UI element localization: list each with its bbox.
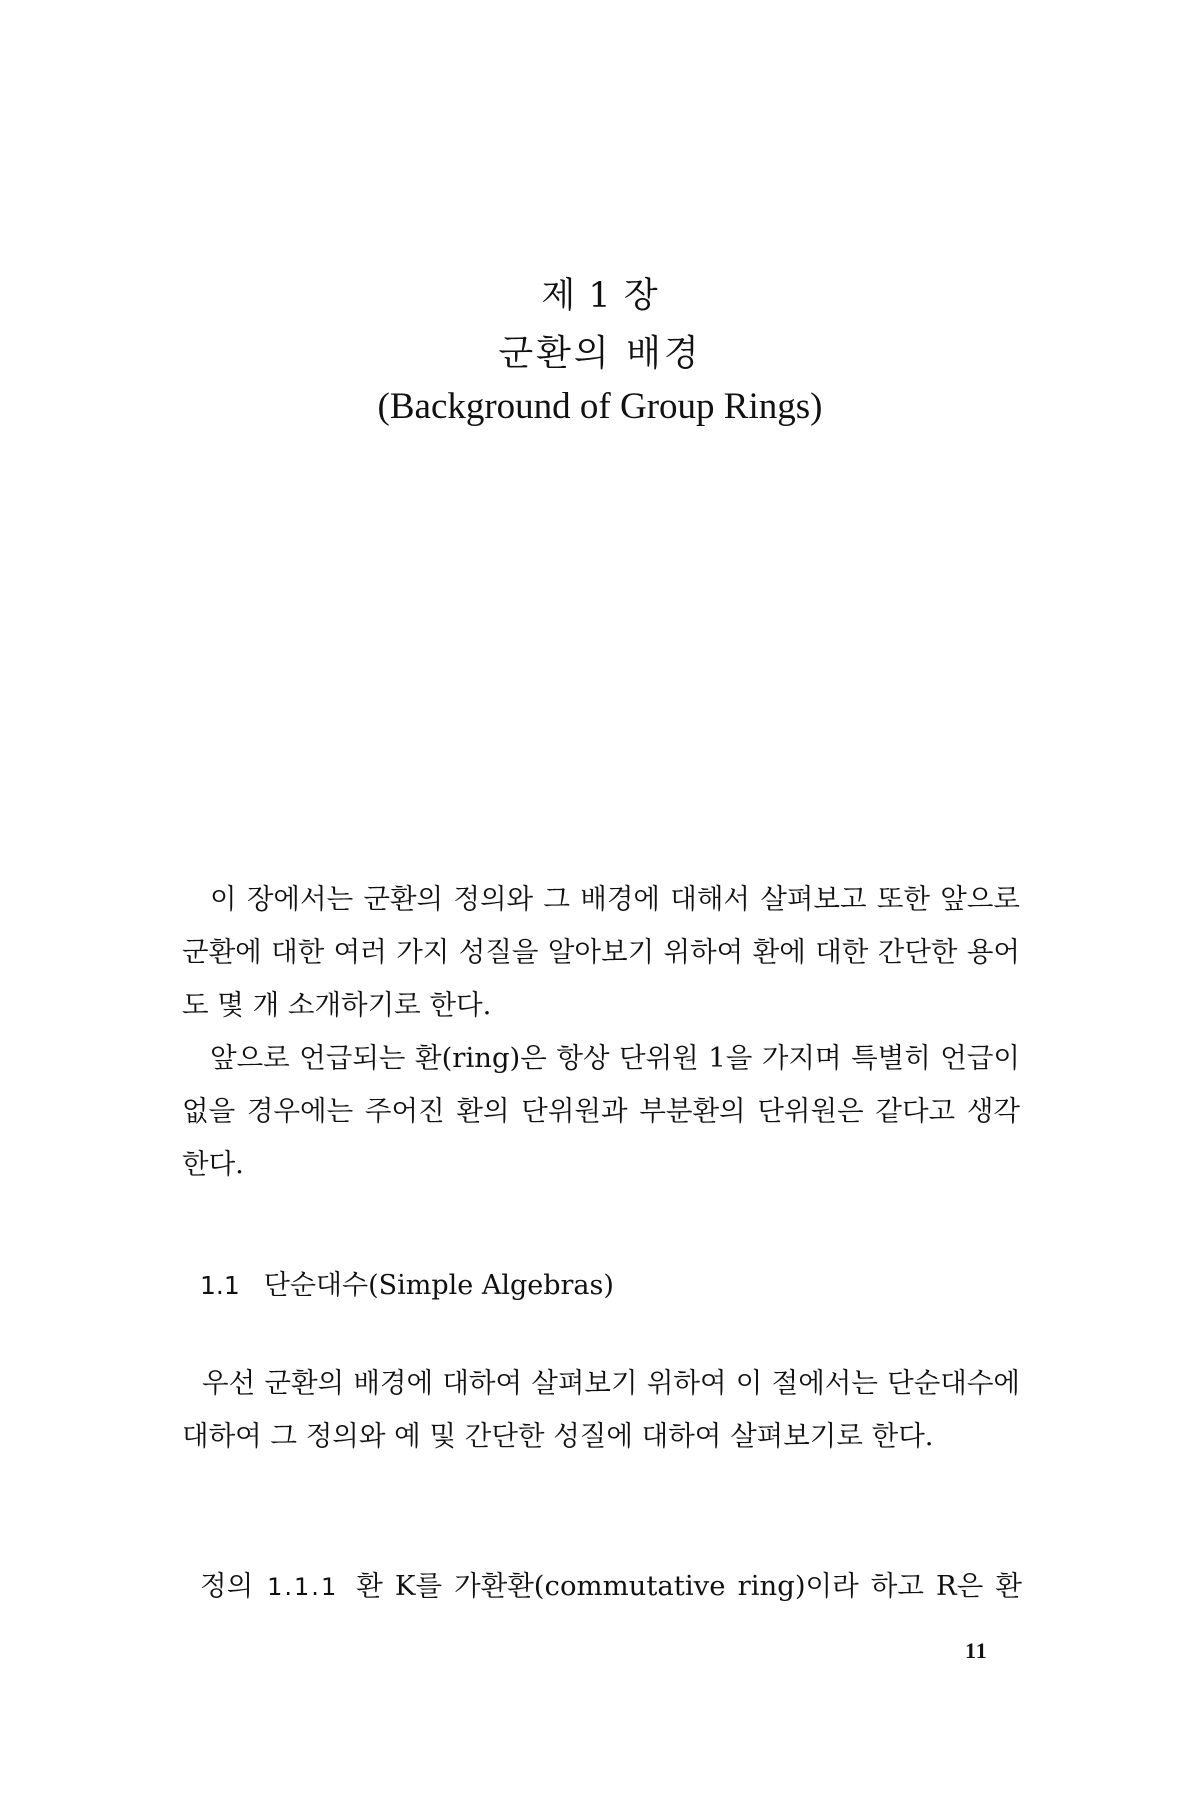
chapter-title-korean: 군환의 배경: [498, 333, 702, 374]
intro-paragraph-2: 앞으로 언급되는 환(ring)은 항상 단위원 1을 가지며 특별히 언급이 없을 경우에는 주어진 환의 단위원과 부분환의 단위원은 같다고 생각한다.: [182, 1042, 1020, 1180]
definition-number: 1.1.1: [267, 1573, 339, 1601]
definition-label: 정의: [200, 1570, 254, 1602]
page-number: 11: [965, 1638, 988, 1663]
definition-text: 환 K를 가환환(commutative ring)이라 하고 R은 환: [356, 1570, 1022, 1602]
section-heading: [200, 1266, 614, 1306]
section-title: 단순대수(Simple Algebras): [263, 1270, 614, 1301]
chapter-title-english: (Background of Group Rings): [377, 386, 823, 427]
section-paragraph: 우선 군환의 배경에 대하여 살펴보기 위하여 이 절에서는 단순대수에 대하여 그 정의와 예 및 간단한 성질에 대하여 살펴보기로 한다.: [182, 1367, 1020, 1452]
section-number: 1.1: [200, 1271, 240, 1300]
chapter-number: 제 1 장: [541, 276, 659, 316]
intro-paragraph-1: 이 장에서는 군환의 정의와 그 배경에 대해서 살펴보고 또한 앞으로 군환에 대한 여러 가지 성질을 알아보기 위하여 환에 대한 간단한 용어도 몇 개 소개하기로 한다.: [182, 883, 1020, 1021]
definition-1-1-1: [200, 1560, 1022, 1614]
